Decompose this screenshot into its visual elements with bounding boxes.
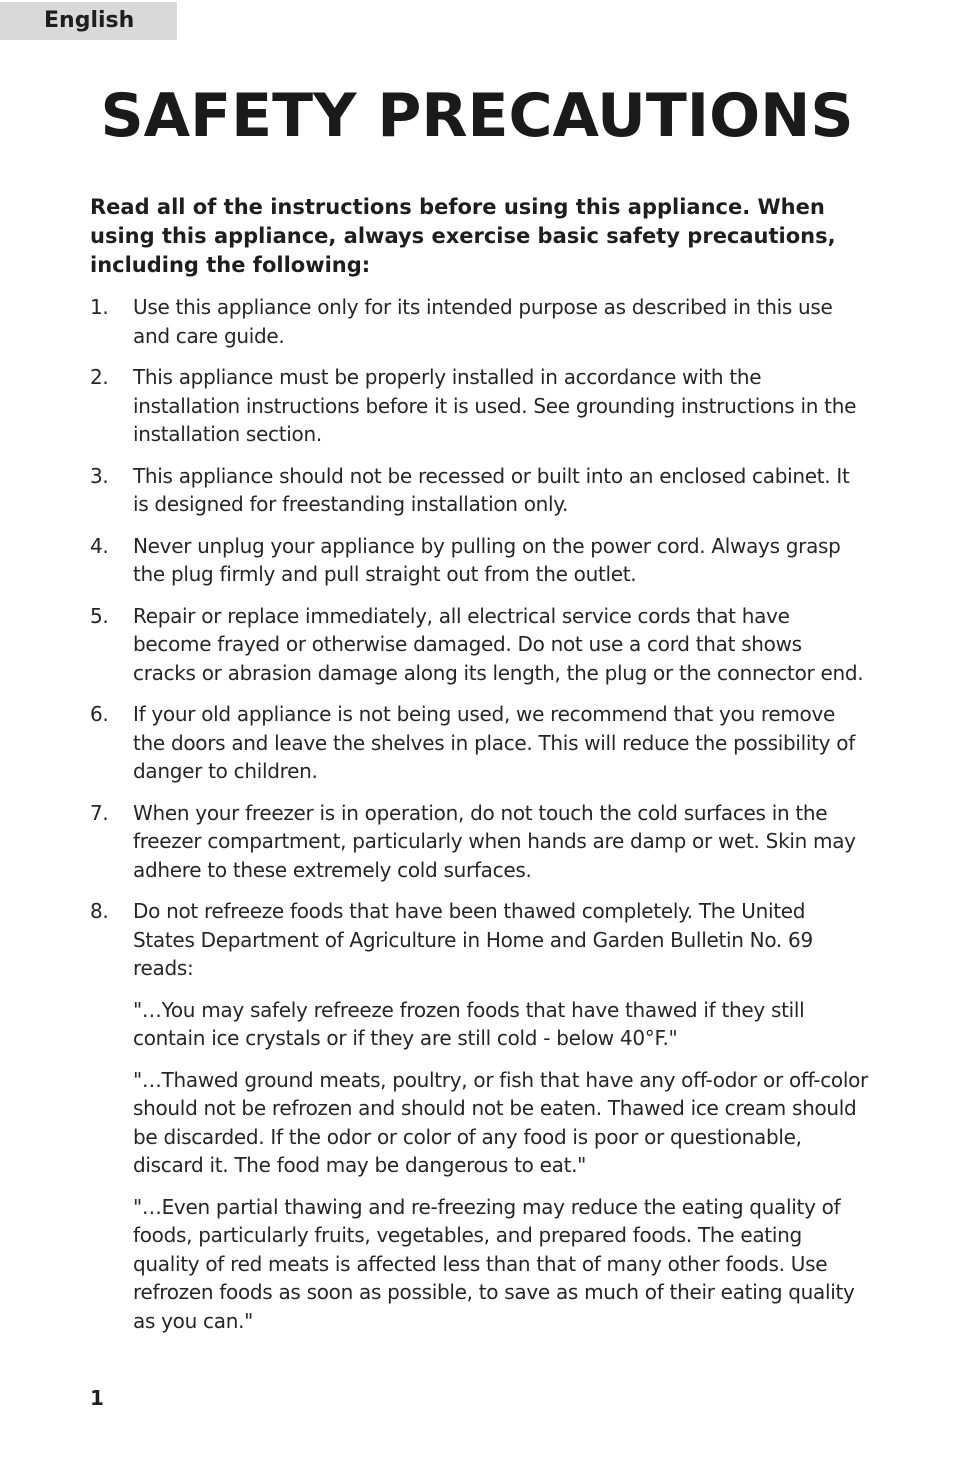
- item-number: 5.: [90, 603, 109, 628]
- usda-quote: "…Thawed ground meats, poultry, or fish that have any off-odor or off-color should not be refrozen and should not be eaten. Thawed ice cream should be discarded. If the odor or color of any food is poor or questionable, discard it. The food may be dangerous to eat.": [133, 1067, 868, 1177]
- item-text: Do not refreeze foods that have been thawed completely. The United States Department of Agriculture in Home and Garden Bulletin No. 69 reads:: [133, 899, 813, 980]
- item-text: If your old appliance is not being used, we recommend that you remove the doors and leave the shelves in place. This will reduce the possibility of danger to children.: [133, 702, 855, 783]
- list-item: [90, 462, 870, 519]
- item-text: This appliance must be properly installed in accordance with the installation instructions before it is used. See grounding instructions in the installation section.: [133, 365, 857, 446]
- list-item: [90, 897, 870, 1335]
- list-item: [90, 602, 870, 688]
- item-text: Never unplug your appliance by pulling on the power cord. Always grasp the plug firmly and pull straight out from the outlet.: [133, 533, 841, 586]
- item-number: 4.: [90, 533, 109, 558]
- item-number: 2.: [90, 365, 109, 389]
- page-title: SAFETY PRECAUTIONS: [100, 81, 854, 151]
- item-text: Use this appliance only for its intended purpose as described in this use and care guide.: [133, 295, 833, 348]
- item-text: Repair or replace immediately, all electrical service cords that have become frayed or otherwise damaged. Do not use a cord that shows cracks or abrasion damage along its length, the plug or the connector end.: [133, 603, 864, 685]
- main-content: [90, 193, 870, 1348]
- list-item: [90, 700, 870, 786]
- list-item: [90, 532, 870, 589]
- item-number: 1.: [90, 295, 109, 319]
- item-number: 8.: [90, 899, 109, 923]
- precautions-list: [90, 293, 870, 1335]
- item-number: 3.: [90, 463, 109, 488]
- list-item: [90, 293, 870, 350]
- usda-quote: "…You may safely refreeze frozen foods that have thawed if they still contain ice crystals or if they are still cold - below 40°F.": [133, 997, 805, 1050]
- usda-quote: "…Even partial thawing and re-freezing may reduce the eating quality of foods, particularly fruits, vegetables, and prepared foods. The eating quality of red meats is affected less than that of many other foods. Use refrozen foods as soon as possible, to save as much of their eating quality as you can.": [133, 1194, 855, 1333]
- list-item: [90, 799, 870, 885]
- item-number: 6.: [90, 702, 109, 726]
- language-tab: English: [0, 2, 177, 40]
- item-text: This appliance should not be recessed or built into an enclosed cabinet. It is designed for freestanding installation only.: [133, 463, 850, 516]
- page-number: 1: [90, 1386, 104, 1410]
- item-number: 7.: [90, 800, 109, 825]
- item-text: When your freezer is in operation, do not touch the cold surfaces in the freezer compartment, particularly when hands are damp or wet. Skin may adhere to these extremely cold surfaces.: [133, 800, 856, 882]
- intro-paragraph: Read all of the instructions before using this appliance. When using this appliance, always exercise basic safety precautions, including the following:: [90, 195, 836, 277]
- list-item: [90, 363, 870, 449]
